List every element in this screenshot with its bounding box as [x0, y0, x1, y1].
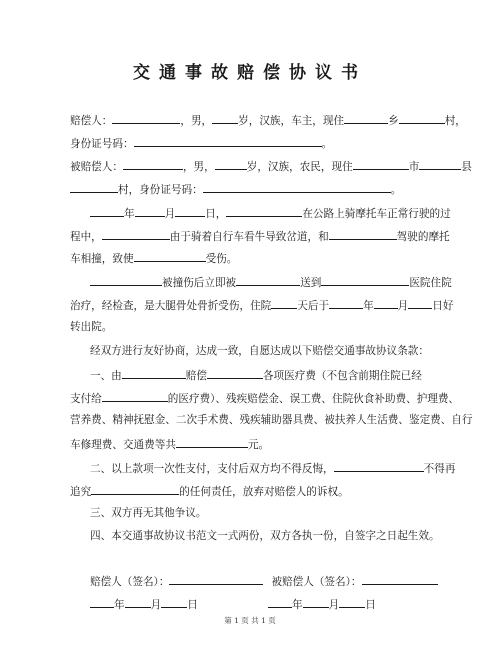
accident-line-2: [70, 228, 450, 244]
blank: [329, 228, 397, 240]
compensator-label: 赔偿人：: [70, 115, 113, 127]
text: 各项医疗费（不包含前期住院已经: [262, 370, 422, 382]
blank: [226, 205, 302, 217]
text: 岁，汉族，车主，现住: [238, 115, 345, 127]
text: 年: [114, 599, 125, 611]
text: 年: [363, 300, 374, 312]
text: ，男，: [182, 161, 215, 173]
text: 程中，: [70, 231, 102, 243]
text: 年: [292, 599, 303, 611]
text: 乡: [388, 115, 399, 127]
compensated-signature-field[interactable]: [362, 573, 438, 585]
blank: [134, 250, 206, 262]
blank: [176, 436, 248, 448]
agreement-intro: 经双方进行友好协商，达成一致，自愿达成以下赔偿交通事故协议条款：: [90, 345, 429, 357]
blank: [203, 181, 391, 193]
blank: [374, 297, 398, 309]
text: 的任何责任，放弃对赔偿人的诉权。: [179, 486, 349, 498]
blank: [329, 297, 363, 309]
date-line-right: [268, 596, 376, 612]
blank: [334, 460, 424, 472]
compensated-label: 被赔偿人：: [70, 161, 123, 173]
compensator-signature-field[interactable]: [169, 573, 263, 585]
text: 医院住院: [409, 277, 452, 289]
blank: [125, 596, 151, 608]
blank: [408, 297, 432, 309]
text: 村，身份证号码：: [118, 184, 203, 196]
blank: [207, 367, 263, 379]
accident-line-3: [70, 250, 237, 266]
blank: [339, 596, 365, 608]
blank: [399, 112, 445, 124]
text: 追究: [70, 486, 92, 498]
signature-line: [90, 573, 438, 589]
text: 一、由: [90, 370, 122, 382]
compensator-line: [70, 112, 466, 128]
text: 支付给: [70, 393, 102, 405]
clause-4: 四、本交通事故协议书范文一式两份，双方各执一份，自签字之日起生效。: [90, 530, 440, 542]
clause-3: 三、双方再无其他争议。: [90, 507, 207, 519]
text: 驾驶的摩托: [396, 231, 450, 243]
text: 月: [328, 599, 340, 611]
blank: [134, 135, 322, 147]
text: 。: [321, 138, 333, 150]
clause-2-line-2: [70, 483, 349, 499]
text: 身份证号码：: [70, 138, 134, 150]
text: 日: [187, 599, 198, 611]
compensated-id-line: [70, 181, 401, 197]
blank: [102, 390, 168, 402]
date-line-left: [90, 596, 198, 612]
blank: [353, 158, 409, 170]
blank: [90, 205, 124, 217]
document-title: 交通事故赔偿协议书: [133, 63, 367, 83]
text: 日，: [205, 208, 227, 220]
text: 村，: [444, 115, 466, 127]
text: 岁，汉族，农民，现住: [246, 161, 353, 173]
hospital-line-3: 转出院。: [70, 321, 113, 333]
blank: [175, 205, 205, 217]
text: 天后于: [297, 300, 330, 312]
text: 二、以上款项一次性支付，支付后双方均不得反悔，: [90, 463, 334, 475]
text: 治疗，经检查，是大腿骨处骨折受伤，住院: [70, 300, 272, 312]
text: 月: [150, 599, 162, 611]
text: 市: [408, 161, 420, 173]
clause-1-line-3: 营养费、精神抚慰金、二次手术费、残疾辅助器具费、被扶养人生活费、鉴定费、自行: [70, 414, 473, 426]
blank: [419, 158, 461, 170]
text: 的医疗费）、残疾赔偿金、误工费、住院伙食补助费、护理费、: [167, 393, 460, 405]
hospital-line-1: [90, 274, 452, 290]
text: 月: [164, 208, 176, 220]
clause-2-line-1: [90, 460, 455, 476]
text: 受伤。: [205, 253, 238, 265]
blank: [344, 112, 388, 124]
text: 不得再: [423, 463, 456, 475]
blank: [236, 274, 300, 286]
blank: [215, 158, 247, 170]
text: 年: [124, 208, 135, 220]
hospital-line-2: [70, 297, 453, 313]
text: 月: [397, 300, 409, 312]
blank: [90, 274, 162, 286]
compensated-line: [70, 158, 472, 174]
blank: [321, 274, 409, 286]
compensated-signature-label: 被赔偿人（签名）：: [271, 576, 362, 588]
text: ，男，: [180, 115, 213, 127]
blank: [90, 596, 114, 608]
blank: [135, 205, 165, 217]
blank: [161, 596, 187, 608]
clause-1-line-4: [70, 436, 269, 452]
blank: [123, 158, 183, 170]
compensator-id-line: [70, 135, 332, 151]
compensator-signature-label: 赔偿人（签名）：: [90, 576, 170, 588]
text: 由于骑着自行车看牛导致岔道，和: [169, 231, 329, 243]
blank: [303, 596, 329, 608]
text: 元。: [247, 439, 270, 451]
text: 送到: [300, 277, 322, 289]
page-footer: 第 1 页 共 1 页: [224, 616, 276, 625]
blank: [212, 112, 238, 124]
text: 车相撞，致使: [70, 253, 134, 265]
text: 日: [365, 599, 376, 611]
blank: [122, 367, 186, 379]
text: 日好: [432, 300, 454, 312]
accident-line-1: [90, 205, 451, 221]
blank: [91, 483, 179, 495]
blank: [102, 228, 170, 240]
text: 车修理费、交通费等共: [70, 439, 176, 451]
text: 。: [390, 184, 402, 196]
blank: [70, 181, 118, 193]
clause-1-line-2: [70, 390, 459, 406]
text: 赔偿: [185, 370, 207, 382]
text: 县: [461, 161, 472, 173]
blank: [112, 112, 180, 124]
text: 被撞伤后立即被: [162, 277, 237, 289]
text: 在公路上骑摩托车正常行驶的过: [302, 208, 451, 220]
blank: [271, 297, 297, 309]
clause-1-line-1: [90, 367, 422, 383]
blank: [268, 596, 292, 608]
